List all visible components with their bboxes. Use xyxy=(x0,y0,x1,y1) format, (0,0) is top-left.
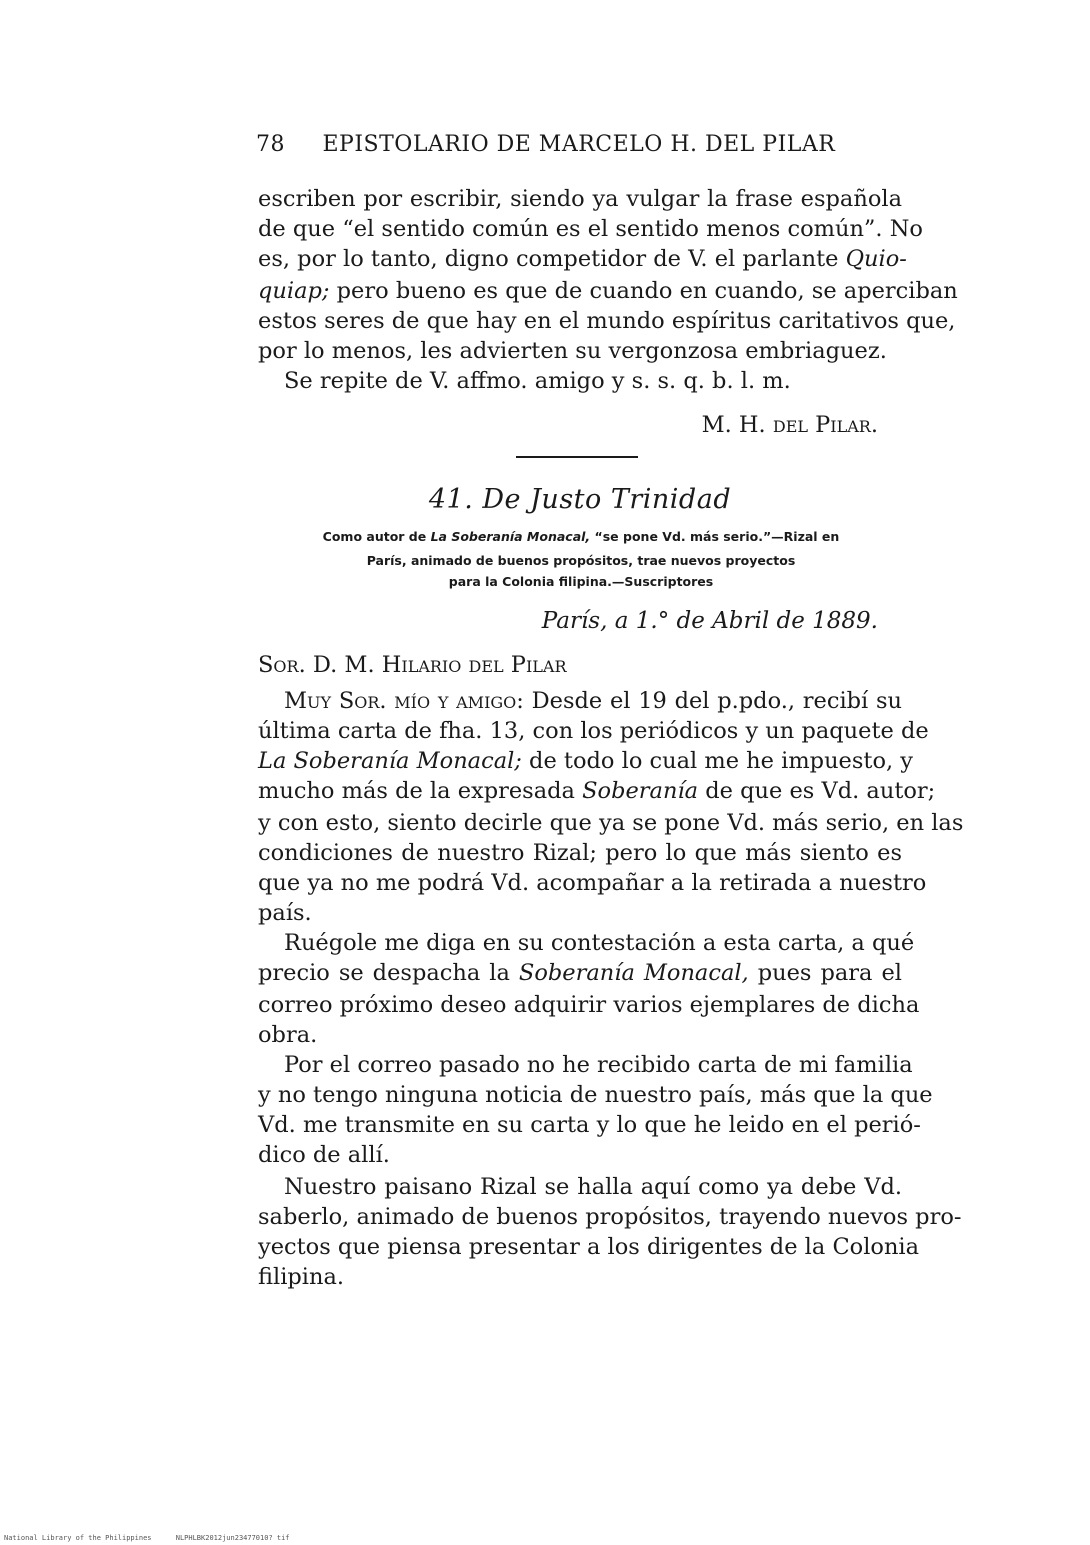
text-line: última carta de fha. 13, con los periódicos y un paquete de xyxy=(258,718,929,744)
text-line: país. xyxy=(258,900,312,926)
text-run: de todo lo cual me he impuesto, y xyxy=(521,748,914,774)
scan-footer xyxy=(4,1534,290,1542)
text-line xyxy=(258,244,907,274)
text-line: saberlo, animado de buenos propósitos, trayendo nuevos pro- xyxy=(258,1204,962,1230)
text-line: condiciones de nuestro Rizal; pero lo que más siento es xyxy=(258,840,902,866)
italic-run: La Soberanía Monacal; xyxy=(258,748,522,774)
text-line: Vd. me transmite en su carta y lo que he leido en el perió- xyxy=(258,1112,921,1138)
text-line xyxy=(258,276,958,306)
salutation: Muy Sor. mío y amigo: xyxy=(284,688,524,714)
section-divider xyxy=(516,456,638,458)
summary-line: París, animado de buenos propósitos, trae nuevos proyectos xyxy=(366,553,796,568)
text-run: precio se despacha la xyxy=(258,960,519,986)
running-title: EPISTOLARIO DE MARCELO H. DEL PILAR xyxy=(322,132,836,157)
text-line: filipina. xyxy=(258,1264,345,1290)
text-line: correo próximo deseo adquirir varios ejemplares de dicha xyxy=(258,992,920,1018)
text-run: es, por lo tanto, digno competidor de V. el parlante xyxy=(258,246,846,272)
text-line: estos seres de que hay en el mundo espíritus caritativos que, xyxy=(258,308,956,334)
footer-library: National Library of the Philippines xyxy=(4,1534,152,1542)
text-line: de que “el sentido común es el sentido menos común”. No xyxy=(258,216,923,242)
summary-line: para la Colonia filipina.—Suscriptores xyxy=(448,574,714,589)
italic-run: Soberanía xyxy=(582,778,699,804)
text-line: yectos que piensa presentar a los dirigentes de la Colonia xyxy=(258,1234,920,1260)
footer-file-id: NLPHLBK2012jun23477010? tif xyxy=(175,1534,290,1542)
text-line: Ruégole me diga en su contestación a esta carta, a qué xyxy=(284,930,915,956)
text-line: y con esto, siento decirle que ya se pone Vd. más serio, en las xyxy=(258,810,964,836)
text-run: Desde el 19 del p.pdo., recibí su xyxy=(523,688,903,714)
text-line: que ya no me podrá Vd. acompañar a la retirada a nuestro xyxy=(258,870,927,896)
summary-line xyxy=(256,527,906,547)
signature xyxy=(258,410,878,440)
text-line: y no tengo ninguna noticia de nuestro país, más que la que xyxy=(258,1082,933,1108)
text-line: Nuestro paisano Rizal se halla aquí como ya debe Vd. xyxy=(284,1174,902,1200)
text-line xyxy=(284,686,902,716)
text-line: dico de allí. xyxy=(258,1142,390,1168)
italic-run: Soberanía Monacal, xyxy=(518,960,749,986)
text-run: pero bueno es que de cuando en cuando, se aperciban xyxy=(329,278,958,304)
page-number: 78 xyxy=(256,132,285,157)
italic-run: quiap; xyxy=(258,278,330,304)
letter-title: 41. De Justo Trinidad xyxy=(428,484,732,515)
text-line xyxy=(258,746,914,776)
text-line: Por el correo pasado no he recibido carta de mi familia xyxy=(284,1052,913,1078)
text-line xyxy=(258,958,902,988)
text-run: mucho más de la expresada xyxy=(258,778,583,804)
text-line: por lo menos, les advierten su vergonzosa embriaguez. xyxy=(258,338,887,364)
text-line: obra. xyxy=(258,1022,318,1048)
addressee: Sor. D. M. Hilario del Pilar xyxy=(258,652,567,678)
text-run: “se pone Vd. más serio.”—Rizal en xyxy=(590,529,840,544)
dateline: París, a 1.° de Abril de 1889. xyxy=(541,608,878,634)
italic-run: Quio- xyxy=(845,246,907,272)
text-run: Como autor de xyxy=(322,529,431,544)
text-run: pues para el xyxy=(748,960,902,986)
running-header xyxy=(256,132,896,157)
closing-line: Se repite de V. affmo. amigo y s. s. q. b. l. m. xyxy=(284,368,791,394)
text-line xyxy=(258,776,936,806)
text-line: escriben por escribir, siendo ya vulgar la frase española xyxy=(258,186,902,212)
signature-text: M. H. del Pilar. xyxy=(701,412,878,438)
text-run: de que es Vd. autor; xyxy=(698,778,936,804)
italic-run: La Soberanía Monacal, xyxy=(430,529,591,544)
